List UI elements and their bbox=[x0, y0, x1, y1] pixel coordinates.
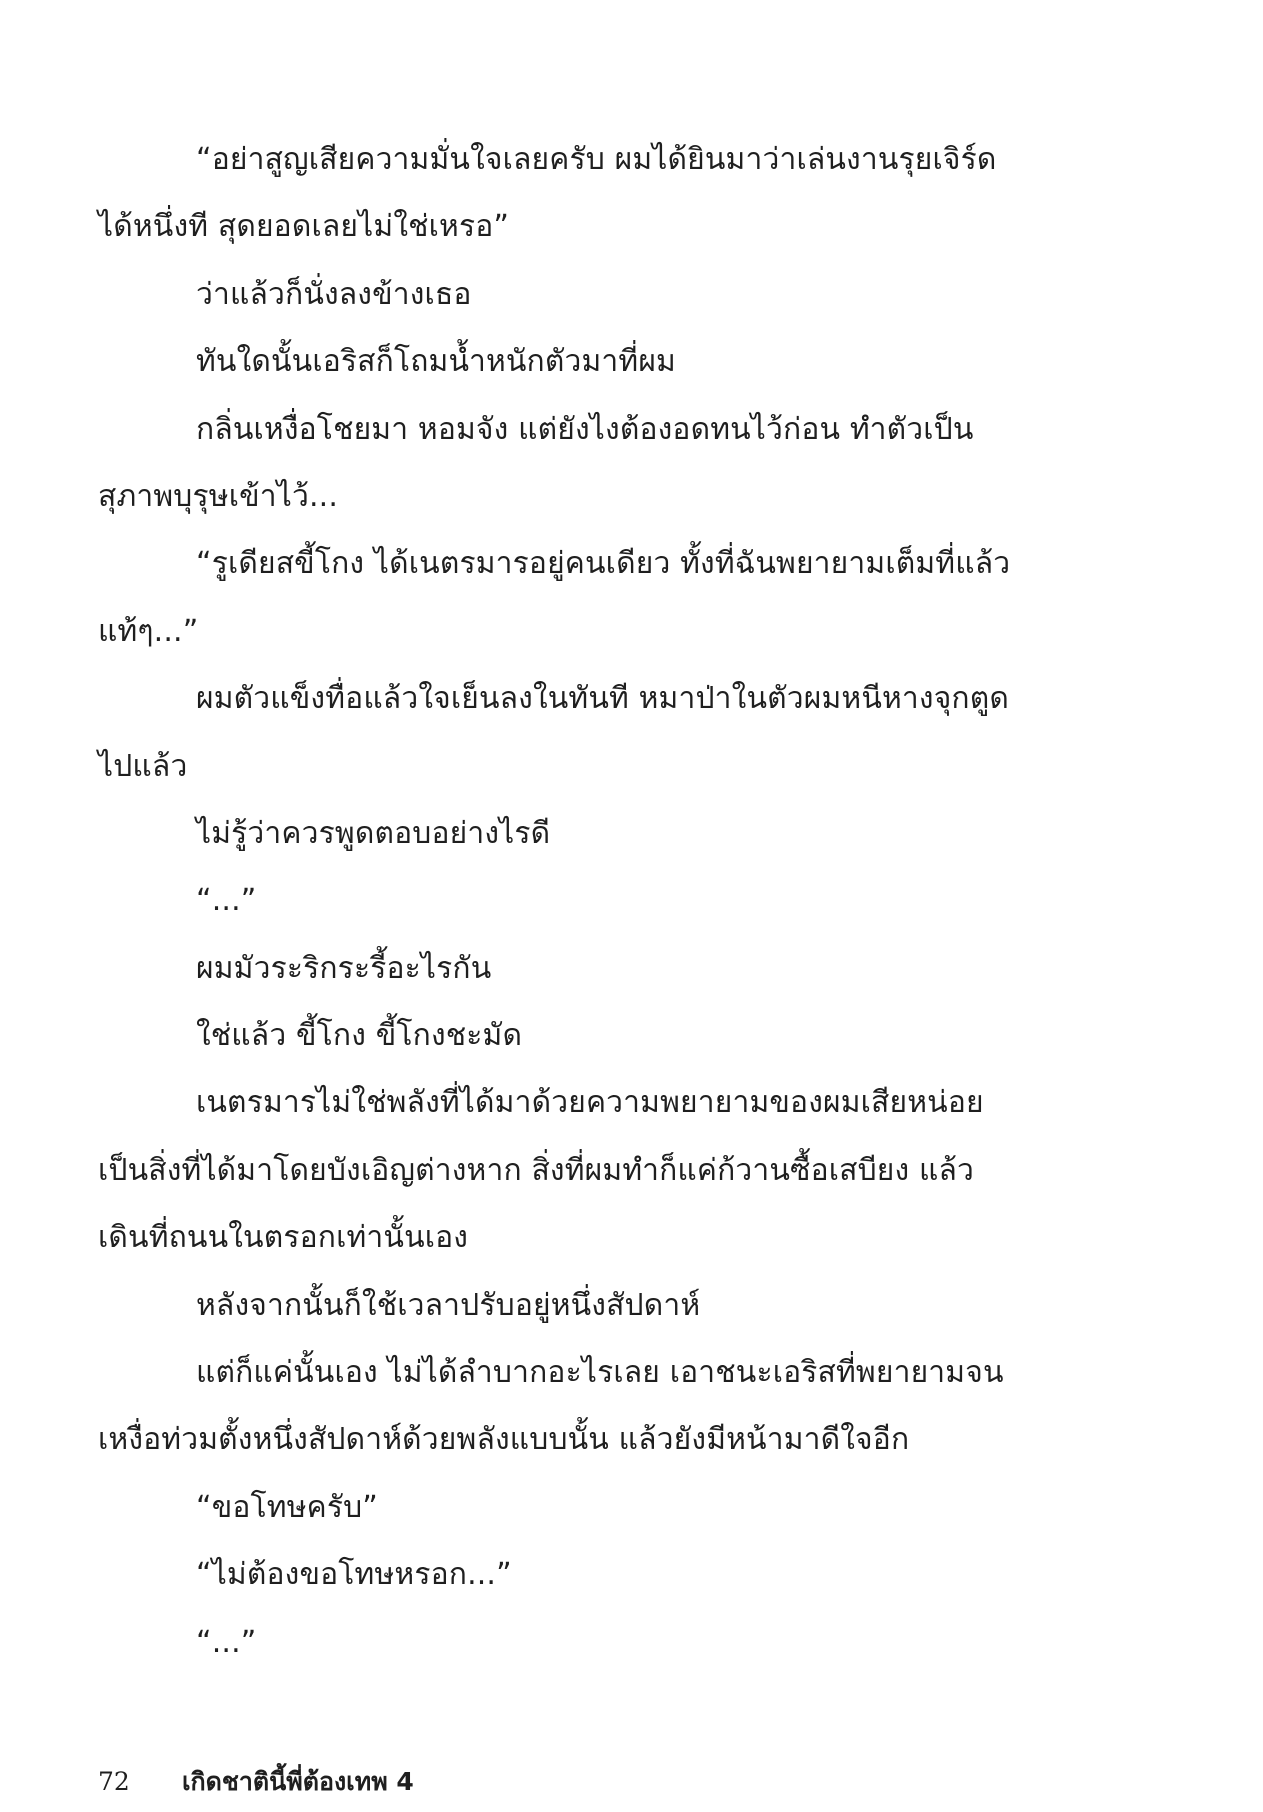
paragraph-line: ว่าแล้วก็นั่งลงข้างเธอ bbox=[196, 276, 472, 312]
paragraph-line: แท้ๆ...” bbox=[98, 613, 199, 649]
paragraph-line: ผมตัวแข็งทื่อแล้วใจเย็นลงในทันที หมาป่าในตัวผมหนีหางจุกตูด bbox=[196, 681, 1010, 717]
paragraph-line: ทันใดนั้นเอริสก็โถมน้ำหนักตัวมาที่ผม bbox=[196, 344, 676, 380]
body-text bbox=[98, 126, 1038, 1676]
paragraph-line: เหงื่อท่วมตั้งหนึ่งสัปดาห์ด้วยพลังแบบนั้น แล้วยังมีหน้ามาดีใจอีก bbox=[98, 1422, 910, 1458]
paragraph-line: เดินที่ถนนในตรอกเท่านั้นเอง bbox=[98, 1220, 469, 1256]
paragraph-line: ได้หนึ่งที สุดยอดเลยไม่ใช่เหรอ” bbox=[98, 209, 510, 245]
paragraph-line: แต่ก็แค่นั้นเอง ไม่ได้ลำบากอะไรเลย เอาชนะเอริสที่พยายามจน bbox=[196, 1355, 1004, 1391]
running-title: เกิดชาตินี้พี่ต้องเทพ 4 bbox=[182, 1767, 414, 1796]
paragraph-line: “...” bbox=[196, 883, 257, 919]
paragraph-line: ใช่แล้ว ขี้โกง ขี้โกงชะมัด bbox=[196, 1018, 523, 1054]
paragraph-line: สุภาพบุรุษเข้าไว้... bbox=[98, 478, 339, 514]
paragraph-line: ไปแล้ว bbox=[98, 748, 188, 784]
page-footer bbox=[98, 1762, 414, 1796]
paragraph-line: ผมมัวระริกระรี้อะไรกัน bbox=[196, 950, 492, 986]
paragraph-line: “อย่าสูญเสียความมั่นใจเลยครับ ผมได้ยินมาว่าเล่นงานรุยเจิร์ด bbox=[196, 142, 997, 177]
paragraph-line: “ไม่ต้องขอโทษหรอก...” bbox=[196, 1557, 512, 1593]
paragraph-line: “...” bbox=[196, 1624, 257, 1660]
paragraph-line: “รูเดียสขี้โกง ได้เนตรมารอยู่คนเดียว ทั้งที่ฉันพยายามเต็มที่แล้ว bbox=[196, 546, 1011, 582]
page-number: 72 bbox=[98, 1767, 130, 1796]
paragraph-line: “ขอโทษครับ” bbox=[196, 1489, 378, 1525]
paragraph-line: กลิ่นเหงื่อโชยมา หอมจัง แต่ยังไงต้องอดทนไว้ก่อน ทำตัวเป็น bbox=[196, 411, 974, 447]
paragraph-line: เป็นสิ่งที่ได้มาโดยบังเอิญต่างหาก สิ่งที่ผมทำก็แค่ก้วานซื้อเสบียง แล้ว bbox=[98, 1152, 975, 1188]
paragraph-line: เนตรมารไม่ใช่พลังที่ได้มาด้วยความพยายามของผมเสียหน่อย bbox=[196, 1085, 984, 1121]
paragraph-line: ไม่รู้ว่าควรพูดตอบอย่างไรดี bbox=[196, 815, 551, 851]
paragraph-line: หลังจากนั้นก็ใช้เวลาปรับอยู่หนึ่งสัปดาห์ bbox=[196, 1287, 701, 1323]
